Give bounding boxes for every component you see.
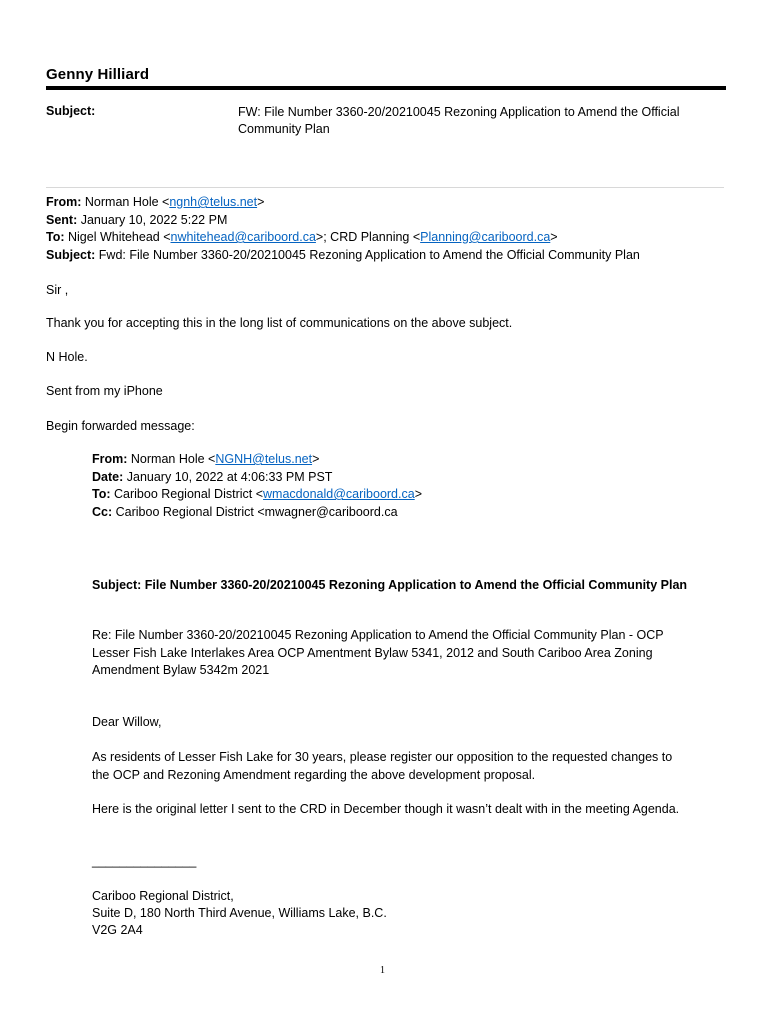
from-email-link[interactable]: ngnh@telus.net xyxy=(169,195,258,209)
letter-re-line: Re: File Number 3360-20/20210045 Rezoning Application to Amend the Official Community Plan - OCP Lesser Fish Lake Interlakes Area OCP Amentment Bylaw 5341, 2012 and South Cariboo Area Zoning Amendment Bylaw 5342m 2021 xyxy=(92,628,664,677)
sent-from-text: Sent from my iPhone xyxy=(46,384,163,398)
forward2-cc-line xyxy=(92,504,692,522)
fwd-subject-label: Subject: xyxy=(46,247,96,262)
forward1-sent-line xyxy=(46,212,726,230)
sent-label: Sent: xyxy=(46,212,78,227)
to-close: > xyxy=(414,487,422,501)
cc-value: Cariboo Regional District <mwagner@cariboord.ca xyxy=(115,504,398,519)
letter-paragraph-2: Here is the original letter I sent to the CRD in December though it wasn’t dealt with in the meeting Agenda. xyxy=(92,802,680,816)
subject-label: Subject: xyxy=(46,104,96,118)
to-close: > xyxy=(550,230,558,244)
to-email-link[interactable]: nwhitehead@cariboord.ca xyxy=(170,230,316,244)
address-line-2: Suite D, 180 North Third Avenue, Williams Lake, B.C. xyxy=(92,906,387,920)
letter-divider: _______________ xyxy=(92,854,197,868)
from-close: > xyxy=(312,452,320,466)
planning-email-link[interactable]: Planning@cariboord.ca xyxy=(420,230,551,244)
begin-forward-text: Begin forwarded message: xyxy=(46,419,195,433)
letter-subject: Subject: File Number 3360-20/20210045 Rezoning Application to Amend the Official Community Plan xyxy=(92,578,688,592)
signoff: N Hole. xyxy=(46,350,88,364)
greeting: Sir , xyxy=(46,283,69,297)
address-line-3: V2G 2A4 xyxy=(92,923,143,937)
from-close: > xyxy=(257,195,265,209)
sent-value: January 10, 2022 5:22 PM xyxy=(80,212,228,227)
from-label: From: xyxy=(46,195,82,209)
forward2-date-line xyxy=(92,469,692,487)
from-name: Norman Hole < xyxy=(130,452,216,466)
subject-value: FW: File Number 3360-20/20210045 Rezoning Application to Amend the Official Community Plan xyxy=(238,105,680,136)
forward2-from-line xyxy=(92,451,692,469)
thanks-text: Thank you for accepting this in the long list of communications on the above subject. xyxy=(46,316,513,330)
to-separator: >; CRD Planning < xyxy=(315,230,421,244)
letter-salutation: Dear Willow, xyxy=(92,715,162,729)
to-email-link[interactable]: wmacdonald@cariboord.ca xyxy=(263,487,415,501)
to-label: To: xyxy=(92,487,111,501)
forward1-to-line xyxy=(46,229,726,247)
from-label: From: xyxy=(92,452,128,466)
cc-label: Cc: xyxy=(92,504,113,519)
header-rule xyxy=(46,86,726,90)
from-name: Norman Hole < xyxy=(84,195,170,209)
fwd-subject-value: Fwd: File Number 3360-20/20210045 Rezoning Application to Amend the Official Community Plan xyxy=(98,247,640,262)
page-number: 1 xyxy=(380,965,385,976)
forward1-subject-line xyxy=(46,247,726,265)
header-divider xyxy=(46,187,724,188)
address-line-1: Cariboo Regional District, xyxy=(92,889,234,903)
sender-name: Genny Hilliard xyxy=(46,66,150,83)
forward1-from-line xyxy=(46,194,726,212)
to-label: To: xyxy=(46,230,65,244)
forward2-to-line xyxy=(92,486,692,504)
from-email-link[interactable]: NGNH@telus.net xyxy=(215,452,313,466)
date-value: January 10, 2022 at 4:06:33 PM PST xyxy=(126,469,333,484)
date-label: Date: xyxy=(92,469,124,484)
letter-paragraph-1: As residents of Lesser Fish Lake for 30 years, please register our opposition to the requested changes to the OCP and Rezoning Amendment regarding the above development proposal. xyxy=(92,750,673,782)
to-name: Nigel Whitehead < xyxy=(68,230,171,244)
to-name: Cariboo Regional District < xyxy=(114,487,264,501)
